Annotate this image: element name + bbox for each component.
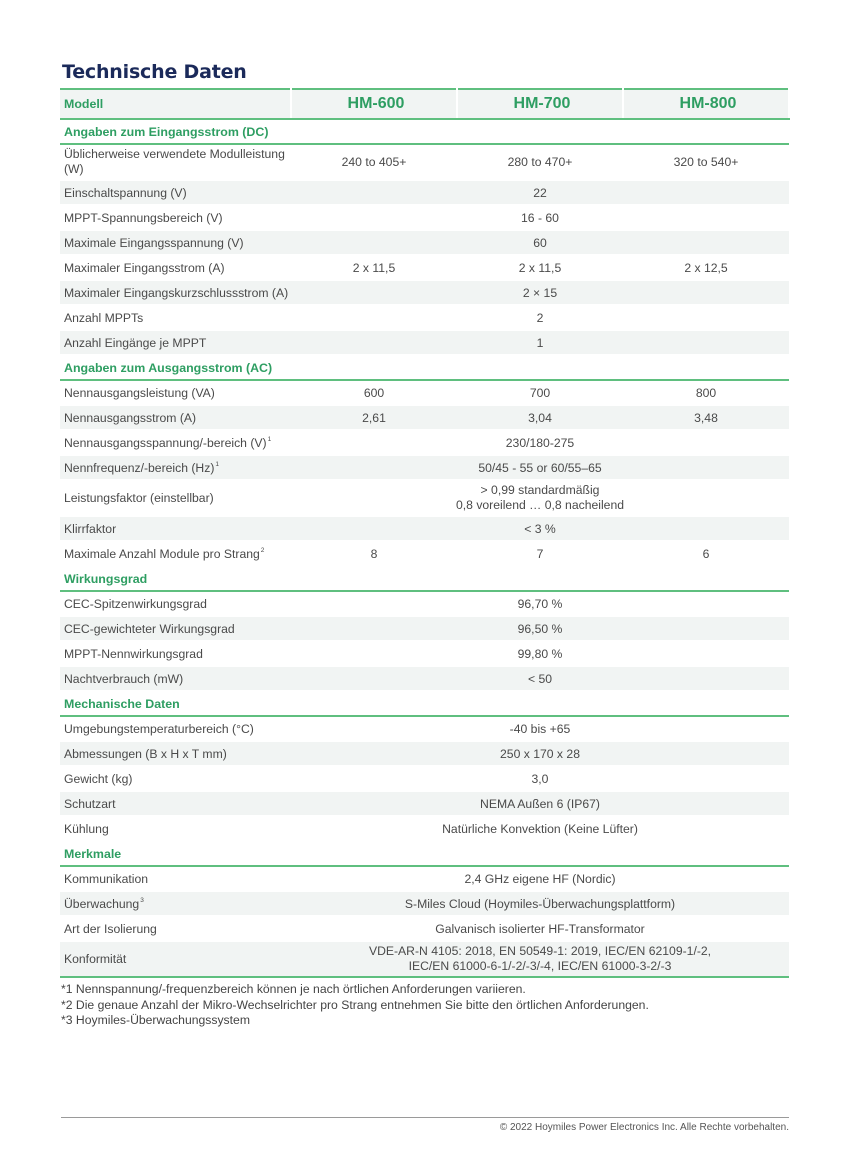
spec-label: Nennfrequenz/-bereich (Hz) — [64, 460, 215, 475]
spec-label-cell — [60, 144, 291, 180]
spec-label-cell — [60, 941, 291, 977]
spec-value-line: 2 × 15 — [522, 285, 558, 300]
spec-label: Üblicherweise verwendete Modulleistung (W) — [64, 147, 285, 176]
spec-label: Art der Isolierung — [64, 921, 157, 936]
spec-label: Einschaltspannung (V) — [64, 185, 187, 200]
spec-value: 800 — [623, 380, 789, 405]
section-title: Merkmale — [60, 841, 789, 866]
spec-label-cell — [60, 616, 291, 641]
spec-value: 2 x 12,5 — [623, 255, 789, 280]
spec-value-line: 250 x 170 x 28 — [500, 746, 580, 761]
spec-row — [60, 430, 789, 455]
section-header — [60, 119, 789, 144]
spec-value: 280 to 470+ — [457, 144, 623, 180]
spec-row — [60, 616, 789, 641]
spec-label: MPPT-Spannungsbereich (V) — [64, 210, 223, 225]
section-header — [60, 355, 789, 380]
spec-value — [291, 641, 789, 666]
spec-value-line: -40 bis +65 — [509, 721, 571, 736]
footnote-ref: 1 — [267, 435, 272, 443]
footer-divider — [61, 1117, 789, 1118]
spec-label: Nachtverbrauch (mW) — [64, 671, 184, 686]
spec-value-line: 22 — [533, 185, 547, 200]
header-model-label: Modell — [60, 89, 291, 119]
spec-row — [60, 144, 789, 180]
spec-row — [60, 455, 789, 480]
spec-value: 3,04 — [457, 405, 623, 430]
spec-row — [60, 766, 789, 791]
footnote-ref: 1 — [215, 460, 220, 468]
spec-row — [60, 891, 789, 916]
spec-row — [60, 666, 789, 691]
spec-row — [60, 516, 789, 541]
section-title: Angaben zum Ausgangsstrom (AC) — [60, 355, 789, 380]
spec-row — [60, 816, 789, 841]
spec-label: MPPT-Nennwirkungsgrad — [64, 646, 203, 661]
spec-value-line: 2,4 GHz eigene HF (Nordic) — [464, 871, 616, 886]
spec-value — [291, 330, 789, 355]
spec-label-cell — [60, 430, 291, 455]
spec-value — [291, 766, 789, 791]
spec-row — [60, 205, 789, 230]
spec-value — [291, 455, 789, 480]
spec-value — [291, 866, 789, 891]
spec-value: 600 — [291, 380, 457, 405]
spec-label-cell — [60, 641, 291, 666]
spec-label-cell — [60, 230, 291, 255]
spec-row — [60, 866, 789, 891]
section-title: Mechanische Daten — [60, 691, 789, 716]
spec-label-cell — [60, 455, 291, 480]
spec-label: Leistungsfaktor (einstellbar) — [64, 490, 214, 505]
spec-value — [291, 305, 789, 330]
spec-label-cell — [60, 330, 291, 355]
spec-value-line: 230/180-275 — [505, 435, 575, 450]
spec-row — [60, 591, 789, 616]
spec-label-cell — [60, 891, 291, 916]
spec-row — [60, 405, 789, 430]
spec-label: Nennausgangsleistung (VA) — [64, 385, 215, 400]
footnote-ref: 2 — [260, 546, 265, 554]
spec-value: 700 — [457, 380, 623, 405]
section-header — [60, 691, 789, 716]
spec-row — [60, 741, 789, 766]
spec-value-line: 96,70 % — [517, 596, 563, 611]
spec-row — [60, 480, 789, 516]
spec-row — [60, 230, 789, 255]
spec-label-cell — [60, 305, 291, 330]
spec-row — [60, 791, 789, 816]
spec-label-cell — [60, 180, 291, 205]
spec-value-line: VDE-AR-N 4105: 2018, EN 50549-1: 2019, IEC/EN 62109-1/-2, — [368, 944, 712, 958]
spec-label: Maximaler Eingangsstrom (A) — [64, 260, 225, 275]
spec-value-line: 16 - 60 — [521, 210, 559, 225]
spec-value — [291, 480, 789, 516]
footnote-ref: 3 — [140, 896, 144, 904]
spec-label: Maximaler Eingangskurzschlussstrom (A) — [64, 285, 289, 300]
spec-label: Überwachung — [64, 896, 140, 911]
spec-label-cell — [60, 916, 291, 941]
spec-value: 6 — [623, 541, 789, 566]
spec-label: Kühlung — [64, 821, 109, 836]
spec-value — [291, 280, 789, 305]
footnotes — [61, 982, 649, 1029]
spec-value — [291, 716, 789, 741]
spec-value-line: 1 — [536, 335, 544, 350]
spec-value-line: 0,8 voreilend … 0,8 nacheilend — [455, 498, 625, 512]
spec-label-cell — [60, 866, 291, 891]
spec-label-cell — [60, 205, 291, 230]
section-title: Wirkungsgrad — [60, 566, 789, 591]
spec-row — [60, 641, 789, 666]
spec-row — [60, 255, 789, 280]
spec-label-cell — [60, 766, 291, 791]
spec-value-line: < 50 — [527, 671, 553, 686]
spec-value: 2 x 11,5 — [457, 255, 623, 280]
spec-label: Gewicht (kg) — [64, 771, 133, 786]
spec-value — [291, 205, 789, 230]
spec-label: Abmessungen (B x H x T mm) — [64, 746, 227, 761]
spec-value-line: > 0,99 standardmäßig — [480, 483, 600, 497]
spec-label: Klirrfaktor — [64, 521, 117, 536]
spec-value: 240 to 405+ — [291, 144, 457, 180]
spec-value-line: Galvanisch isolierter HF-Transformator — [435, 921, 645, 936]
spec-row — [60, 916, 789, 941]
spec-label: Umgebungstemperaturbereich (°C) — [64, 721, 254, 736]
spec-row — [60, 305, 789, 330]
spec-value-line: IEC/EN 61000-6-1/-2/-3/-4, IEC/EN 61000-3-2/-3 — [408, 959, 672, 973]
spec-label: CEC-gewichteter Wirkungsgrad — [64, 621, 235, 636]
spec-label-cell — [60, 541, 291, 566]
spec-row — [60, 541, 789, 566]
spec-label-cell — [60, 380, 291, 405]
spec-value — [291, 180, 789, 205]
spec-label: CEC-Spitzenwirkungsgrad — [64, 596, 207, 611]
spec-row — [60, 716, 789, 741]
spec-value — [291, 591, 789, 616]
spec-label: Maximale Eingangsspannung (V) — [64, 235, 244, 250]
spec-value-line: Natürliche Konvektion (Keine Lüfter) — [442, 821, 638, 836]
spec-label-cell — [60, 405, 291, 430]
spec-value-line: NEMA Außen 6 (IP67) — [480, 796, 600, 811]
spec-label: Maximale Anzahl Module pro Strang — [64, 546, 260, 561]
footnote-3: *3 Hoymiles-Überwachungssystem — [61, 1013, 250, 1027]
spec-value — [291, 741, 789, 766]
header-row — [60, 89, 789, 119]
model-hm-800: HM-800 — [623, 89, 789, 119]
spec-label-cell — [60, 280, 291, 305]
section-header — [60, 841, 789, 866]
spec-value — [291, 891, 789, 916]
spec-value-line: 60 — [533, 235, 547, 250]
section-title: Angaben zum Eingangsstrom (DC) — [60, 119, 789, 144]
spec-value-line: < 3 % — [524, 521, 556, 536]
footnote-2: *2 Die genaue Anzahl der Mikro-Wechselrichter pro Strang entnehmen Sie bitte den örtlichen Anforderungen. — [61, 997, 649, 1012]
spec-label-cell — [60, 816, 291, 841]
spec-value: 2 x 11,5 — [291, 255, 457, 280]
spec-value: 320 to 540+ — [623, 144, 789, 180]
spec-value-line: 99,80 % — [517, 646, 563, 661]
model-hm-700: HM-700 — [457, 89, 623, 119]
spec-row — [60, 380, 789, 405]
spec-value — [291, 916, 789, 941]
spec-value — [291, 816, 789, 841]
spec-label-cell — [60, 741, 291, 766]
spec-value-line: S-Miles Cloud (Hoymiles-Überwachungsplattform) — [404, 896, 676, 911]
spec-label-cell — [60, 716, 291, 741]
spec-label: Nennausgangsstrom (A) — [64, 410, 197, 425]
spec-value — [291, 941, 789, 977]
spec-value-line: 50/45 - 55 or 60/55–65 — [478, 460, 602, 475]
spec-value: 7 — [457, 541, 623, 566]
spec-label-cell — [60, 666, 291, 691]
spec-value — [291, 516, 789, 541]
spec-value — [291, 791, 789, 816]
spec-row — [60, 180, 789, 205]
spec-row — [60, 280, 789, 305]
spec-label: Anzahl MPPTs — [64, 310, 144, 325]
spec-label-cell — [60, 591, 291, 616]
section-header — [60, 566, 789, 591]
spec-row — [60, 330, 789, 355]
footnote-1: *1 Nennspannung/-frequenzbereich können je nach örtlichen Anforderungen variieren. — [61, 982, 526, 996]
page-title: Technische Daten — [62, 61, 247, 83]
spec-label: Schutzart — [64, 796, 116, 811]
spec-label: Konformität — [64, 951, 127, 966]
spec-label-cell — [60, 480, 291, 516]
spec-value — [291, 230, 789, 255]
spec-value-line: 2 — [536, 310, 544, 325]
spec-label-cell — [60, 516, 291, 541]
model-hm-600: HM-600 — [291, 89, 457, 119]
spec-value — [291, 616, 789, 641]
spec-label-cell — [60, 791, 291, 816]
spec-label: Kommunikation — [64, 871, 148, 886]
spec-value: 8 — [291, 541, 457, 566]
spec-table — [60, 88, 790, 978]
spec-label: Anzahl Eingänge je MPPT — [64, 335, 207, 350]
spec-value — [291, 430, 789, 455]
spec-value-line: 3,0 — [531, 771, 549, 786]
spec-label-cell — [60, 255, 291, 280]
spec-value — [291, 666, 789, 691]
spec-label: Nennausgangsspannung/-bereich (V) — [64, 435, 267, 450]
copyright: © 2022 Hoymiles Power Electronics Inc. Alle Rechte vorbehalten. — [499, 1122, 789, 1133]
spec-value: 2,61 — [291, 405, 457, 430]
spec-value-line: 96,50 % — [517, 621, 563, 636]
spec-row — [60, 941, 789, 977]
spec-value: 3,48 — [623, 405, 789, 430]
